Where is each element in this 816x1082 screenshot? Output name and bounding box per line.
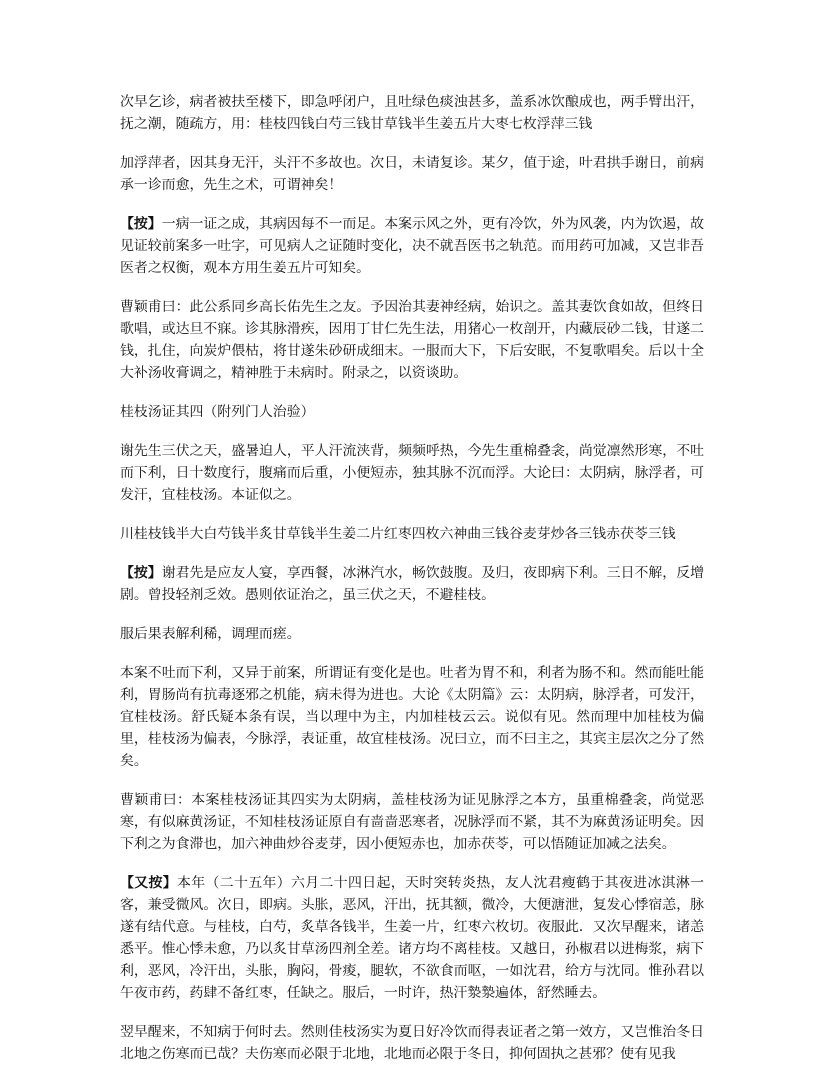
paragraph-text: 一病一证之成，其病因每不一而足。本案示风之外，更有冷饮，外为风袭，内为饮遏，故见证较前案多一吐字，可见病人之证随时变化，决不就吾医书之轨范。而用药可加减，又岂非吾医者之权衡，观本方用生姜五片可知矣。: [120, 216, 704, 276]
paragraph-text: 桂枝汤证其四（附列门人治验）: [120, 404, 315, 420]
paragraph-text: 曹颖甫曰：本案桂枝汤证其四实为太阴病，盖桂枝汤为证见脉浮之本方，虽重棉叠衾，尚觉恶寒，有似麻黄汤证，不知桂枝汤证原自有啬啬恶寒者，况脉浮而不紧，其不为麻黄汤证明矣。因下利之为食滞也，加六神曲炒谷麦芽，因小便短赤也，加赤茯苓，可以悟随证加减之法矣。: [120, 792, 704, 852]
paragraph-text: 次早乞诊，病者被扶至楼下，即急呼闭户，且吐绿色痰浊甚多，盖系冰饮酿成也，两手臂出汗，抚之潮，随疏方，用：桂枝四钱白芍三钱甘草钱半生姜五片大枣七枚浮萍三钱: [120, 94, 704, 132]
paragraph-11: [120, 789, 704, 855]
paragraph-13: [120, 1021, 704, 1065]
paragraph-8: [120, 562, 704, 606]
note-marker: 【按】: [120, 216, 162, 232]
paragraph-12: [120, 872, 704, 1004]
paragraph-9: [120, 623, 704, 645]
paragraph-text: 本年（二十五年）六月二十四日起，天时突转炎热，友人沈君瘦鹤于其夜进冰淇淋一客，兼受微风。次日，即病。头胀，恶风，汗出，抚其额，微冷，大便溏泄，复发心悸宿恙，脉遂有结代意。与桂枝，白芍，炙草各钱半，生姜一片，红枣六枚切。夜服此．又次早醒来，诸恙悉平。惟心悸未愈，乃以炙甘草汤四剂全差。诸方均不离桂枝。又越日，孙椒君以进梅浆，病下利，恶风，冷汗出，头胀，胸闷，骨痠，腿软，不欲食而呕，一如沈君，给方与沈同。惟孙君以午夜市药，药肆不备红枣，任缺之。服后，一时许，热汗漐漐遍体，舒然睡去。: [120, 875, 704, 1001]
paragraph-text: 谢先生三伏之天，盛暑迫人，平人汗流浃背，频频呼热，今先生重棉叠衾，尚觉凛然形寒，不吐而下利，日十数度行，腹痛而后重，小便短赤，独其脉不沉而浮。大论曰：太阴病，脉浮者，可发汗，宜桂枝汤。本证似之。: [120, 443, 704, 503]
paragraph-3: [120, 213, 704, 279]
paragraph-text: 本案不吐而下利，又异于前案，所谓证有变化是也。吐者为胃不和，利者为肠不和。然而能吐能利，胃肠尚有抗毒逐邪之机能，病未得为进也。大论《太阴篇》云：太阴病，脉浮者，可发汗，宜桂枝汤。舒氏疑本条有误，当以理中为主，内加桂枝云云。说似有见。然而理中加桂枝为偏里，桂枝汤为偏表，今脉浮，表证重，故宜桂枝汤。况曰立，而不曰主之，其宾主层次之分了然矣。: [120, 665, 704, 769]
paragraph-4: [120, 296, 704, 384]
note-marker: 【又按】: [120, 875, 178, 891]
paragraph-text: 谢君先是应友人宴，享西餐，冰淋汽水，畅饮鼓腹。及归，夜即病下利。三日不解，反增剧。曾投轻剂乏效。愚则依证治之，虽三伏之天，不避桂枝。: [120, 565, 704, 603]
paragraph-10: [120, 662, 704, 772]
document-page: [120, 91, 704, 1082]
paragraph-text: 服后果表解利稀，调理而瘥。: [120, 626, 301, 642]
paragraph-6: [120, 440, 704, 506]
note-marker: 【按】: [120, 565, 162, 581]
paragraph-1: [120, 91, 704, 135]
paragraph-text: 曹颖甫曰：此公系同乡高长佑先生之友。予因治其妻神经病，始识之。盖其妻饮食如故，但终日歌唱，或达旦不寐。诊其脉滑疾，因用丁甘仁先生法，用猪心一枚剖开，内藏辰砂二钱，甘遂二钱，扎住，向炭炉偎枯，将甘遂朱砂研成细末。一服而大下，下后安眠，不复歌唱矣。后以十全大补汤收膏调之，精神胜于未病时。附录之，以资谈助。: [120, 299, 704, 381]
paragraph-2: [120, 152, 704, 196]
paragraph-text: 翌早醒来，不知病于何时去。然则佳枝汤实为夏日好冷饮而得表证者之第一效方，又岂惟治冬日北地之伤寒而已哉？夫伤寒而必限于北地，北地而必限于冬日，抑何固执之甚邪？使有见我: [120, 1024, 704, 1062]
paragraph-text: 加浮萍者，因其身无汗，头汗不多故也。次日，未请复诊。某夕，值于途，叶君拱手谢日，前病承一诊而愈，先生之术，可谓神矣！: [120, 155, 704, 193]
prescription-line: [120, 523, 704, 545]
paragraph-text: 川桂枝钱半大白芍钱半炙甘草钱半生姜二片红枣四枚六神曲三钱谷麦芽炒各三钱赤茯苓三钱: [120, 526, 676, 542]
section-heading: [120, 401, 704, 423]
